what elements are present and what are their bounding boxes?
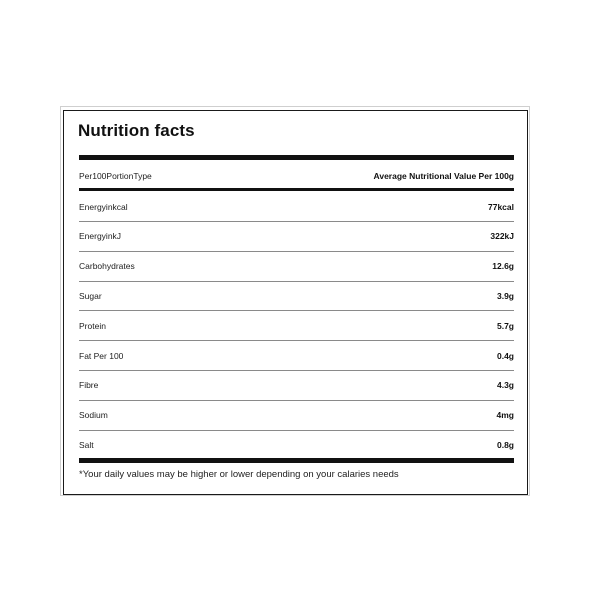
- daily-values-footnote: *Your daily values may be higher or lower depending on your calaries needs: [79, 469, 399, 480]
- nutrient-label: EnergyinkJ: [79, 231, 122, 241]
- header-right-label: Average Nutritional Value Per 100g: [373, 171, 514, 181]
- nutrient-row-sodium: [79, 408, 514, 422]
- nutrient-value: 12.6g: [492, 261, 514, 271]
- nutrient-label: Sodium: [79, 410, 108, 420]
- nutrient-label: Carbohydrates: [79, 261, 135, 271]
- nutrient-row-carbohydrates: [79, 259, 514, 273]
- row-divider: [79, 340, 514, 341]
- nutrient-row-energy-kcal: [79, 200, 514, 214]
- nutrient-label: Salt: [79, 440, 94, 450]
- nutrient-row-energy-kj: [79, 229, 514, 243]
- row-divider: [79, 370, 514, 371]
- nutrient-value: 0.8g: [496, 440, 514, 450]
- nutrient-row-protein: [79, 319, 514, 333]
- nutrient-label: Energyinkcal: [79, 202, 128, 212]
- nutrient-label: Fibre: [79, 380, 99, 390]
- nutrition-facts-title: Nutrition facts: [78, 121, 195, 140]
- nutrient-row-fibre: [79, 378, 514, 392]
- row-divider: [79, 281, 514, 282]
- nutrient-row-fat: [79, 349, 514, 363]
- nutrient-value: 3.9g: [496, 291, 514, 301]
- header-divider: [79, 188, 514, 191]
- row-divider: [79, 251, 514, 252]
- nutrient-label: Sugar: [79, 291, 102, 301]
- nutrient-value: 4.3g: [496, 380, 514, 390]
- top-divider: [79, 155, 514, 160]
- row-divider: [79, 400, 514, 401]
- nutrient-row-sugar: [79, 289, 514, 303]
- nutrient-value: 4mg: [496, 410, 514, 420]
- bottom-divider: [79, 458, 514, 463]
- header-left-label: Per100PortionType: [79, 171, 152, 181]
- nutrient-label: Protein: [79, 321, 106, 331]
- nutrient-value: 0.4g: [496, 351, 514, 361]
- row-divider: [79, 430, 514, 431]
- header-row: [79, 169, 514, 183]
- nutrient-value: 5.7g: [496, 321, 514, 331]
- nutrient-value: 322kJ: [490, 231, 514, 241]
- row-divider: [79, 310, 514, 311]
- nutrition-facts-card: [63, 110, 528, 495]
- nutrient-label: Fat Per 100: [79, 351, 124, 361]
- nutrient-row-salt: [79, 438, 514, 452]
- nutrient-value: 77kcal: [488, 202, 514, 212]
- row-divider: [79, 221, 514, 222]
